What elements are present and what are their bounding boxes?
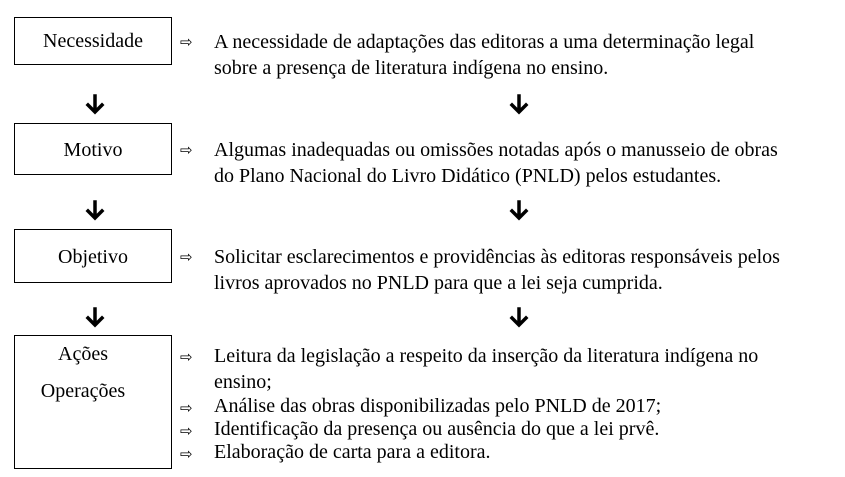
box-label-operacoes: Operações — [40, 380, 126, 402]
description-line: Solicitar esclarecimentos e providências às editoras responsáveis pelos — [214, 246, 780, 268]
box-motivo — [14, 123, 172, 175]
box-label-acoes: Ações — [58, 343, 108, 365]
description-line: A necessidade de adaptações das editoras a uma determinação legal — [214, 31, 755, 53]
description-line: Leitura da legislação a respeito da inserção da literatura indígena no — [214, 345, 759, 367]
box-objetivo — [14, 229, 172, 283]
down-arrow-icon — [84, 94, 106, 116]
box-acoes-operacoes — [14, 335, 172, 469]
action-item-elaboracao — [214, 439, 839, 465]
right-arrow-icon: ⇨ — [180, 248, 193, 266]
description-line: Elaboração de carta para a editora. — [214, 441, 491, 463]
down-arrow-icon — [508, 200, 530, 222]
description-line: do Plano Nacional do Livro Didático (PNLD) pelos estudantes. — [214, 165, 722, 187]
box-label-necessidade: Necessidade — [43, 30, 143, 52]
description-line: livros aprovados no PNLD para que a lei seja cumprida. — [214, 272, 663, 294]
down-arrow-icon — [508, 307, 530, 329]
box-necessidade — [14, 17, 172, 65]
right-arrow-icon: ⇨ — [180, 445, 193, 463]
action-item-leitura — [214, 343, 839, 395]
right-arrow-icon: ⇨ — [180, 422, 193, 440]
right-arrow-icon: ⇨ — [180, 348, 193, 366]
down-arrow-icon — [508, 94, 530, 116]
right-arrow-icon: ⇨ — [180, 33, 193, 51]
description-line: sobre a presença de literatura indígena no ensino. — [214, 57, 609, 79]
description-line: Identificação da presença ou ausência do que a lei prvê. — [214, 418, 660, 440]
description-line: ensino; — [214, 371, 272, 393]
right-arrow-icon: ⇨ — [180, 399, 193, 417]
description-necessidade — [214, 29, 839, 81]
down-arrow-icon — [84, 200, 106, 222]
description-line: Algumas inadequadas ou omissões notadas após o manusseio de obras — [214, 139, 778, 161]
box-label-objetivo: Objetivo — [58, 246, 128, 268]
right-arrow-icon: ⇨ — [180, 141, 193, 159]
description-motivo — [214, 137, 839, 189]
down-arrow-icon — [84, 307, 106, 329]
description-objetivo — [214, 244, 839, 296]
description-line: Análise das obras disponibilizadas pelo PNLD de 2017; — [214, 395, 662, 417]
box-label-motivo: Motivo — [63, 139, 123, 161]
